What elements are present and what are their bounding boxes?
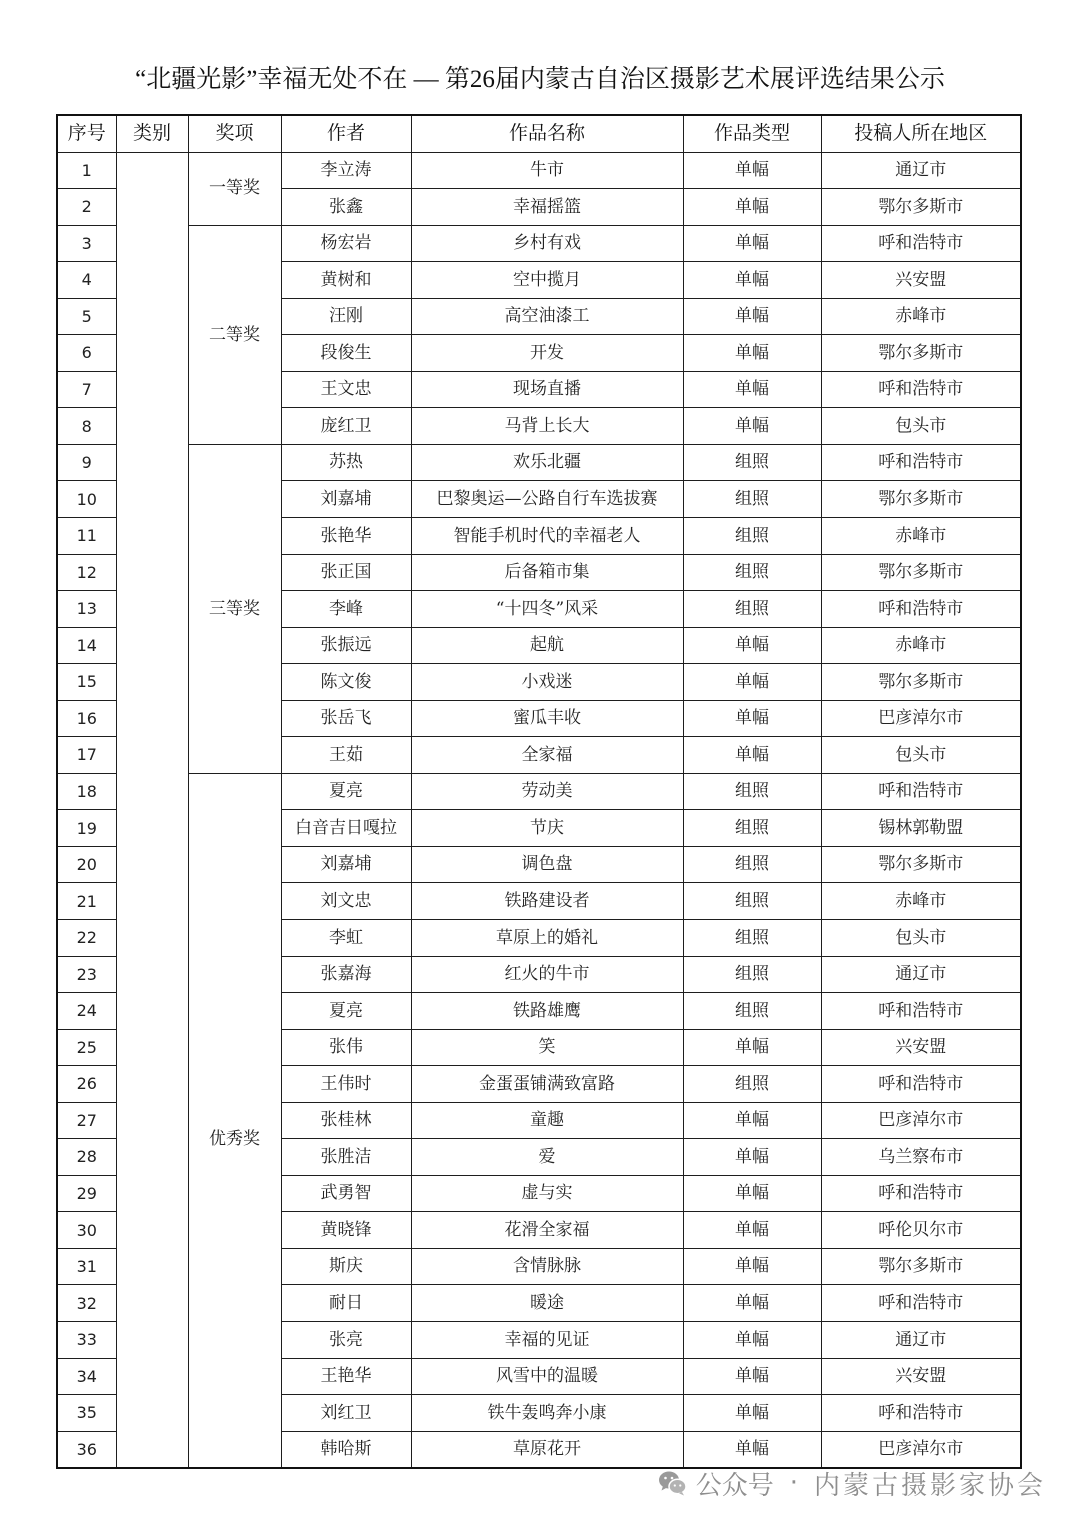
work-title-cell: 铁路雄鹰 [411, 993, 683, 1030]
work-title-cell: 全家福 [411, 737, 683, 774]
award-cell: 三等奖 [188, 444, 281, 773]
region-cell: 兴安盟 [821, 262, 1021, 299]
work-title-cell: 幸福摇篮 [411, 189, 683, 226]
author-cell: 黄晓锋 [281, 1212, 411, 1249]
table-row [57, 225, 1021, 262]
author-cell: 王艳华 [281, 1358, 411, 1395]
work-title-cell: 虚与实 [411, 1175, 683, 1212]
row-number-cell: 27 [57, 1102, 116, 1139]
row-number-cell: 24 [57, 993, 116, 1030]
work-type-cell: 单幅 [683, 298, 821, 335]
author-cell: 陈文俊 [281, 664, 411, 701]
work-title-cell: 牛市 [411, 152, 683, 189]
row-number-cell: 28 [57, 1139, 116, 1176]
row-number-cell: 11 [57, 517, 116, 554]
work-type-cell: 单幅 [683, 408, 821, 445]
row-number-cell: 2 [57, 189, 116, 226]
author-cell: 王伟时 [281, 1066, 411, 1103]
region-cell: 呼和浩特市 [821, 1285, 1021, 1322]
work-title-cell: 马背上长大 [411, 408, 683, 445]
region-cell: 鄂尔多斯市 [821, 1248, 1021, 1285]
author-cell: 张振远 [281, 627, 411, 664]
row-number-cell: 7 [57, 371, 116, 408]
work-type-cell: 单幅 [683, 371, 821, 408]
table-row [57, 444, 1021, 481]
header-award: 奖项 [188, 115, 281, 152]
header-number: 序号 [57, 115, 116, 152]
region-cell: 呼和浩特市 [821, 1395, 1021, 1432]
work-title-cell: 巴黎奥运—公路自行车选拔赛 [411, 481, 683, 518]
region-cell: 呼伦贝尔市 [821, 1212, 1021, 1249]
author-cell: 王茹 [281, 737, 411, 774]
work-type-cell: 单幅 [683, 1029, 821, 1066]
region-cell: 乌兰察布市 [821, 1139, 1021, 1176]
work-type-cell: 组照 [683, 810, 821, 847]
header-region: 投稿人所在地区 [821, 115, 1021, 152]
wechat-icon [658, 1469, 688, 1497]
work-title-cell: 节庆 [411, 810, 683, 847]
work-type-cell: 单幅 [683, 225, 821, 262]
region-cell: 鄂尔多斯市 [821, 554, 1021, 591]
row-number-cell: 21 [57, 883, 116, 920]
work-type-cell: 单幅 [683, 1322, 821, 1359]
work-title-cell: 后备箱市集 [411, 554, 683, 591]
region-cell: 巴彦淖尔市 [821, 1431, 1021, 1468]
row-number-cell: 4 [57, 262, 116, 299]
region-cell: 巴彦淖尔市 [821, 1102, 1021, 1139]
work-type-cell: 单幅 [683, 737, 821, 774]
work-type-cell: 单幅 [683, 189, 821, 226]
row-number-cell: 6 [57, 335, 116, 372]
author-cell: 张嘉海 [281, 956, 411, 993]
author-cell: 苏热 [281, 444, 411, 481]
award-cell: 一等奖 [188, 152, 281, 225]
row-number-cell: 26 [57, 1066, 116, 1103]
table-row [57, 152, 1021, 189]
row-number-cell: 9 [57, 444, 116, 481]
author-cell: 张岳飞 [281, 700, 411, 737]
author-cell: 耐日 [281, 1285, 411, 1322]
author-cell: 张桂林 [281, 1102, 411, 1139]
author-cell: 张正国 [281, 554, 411, 591]
author-cell: 张艳华 [281, 517, 411, 554]
author-cell: 汪刚 [281, 298, 411, 335]
work-type-cell: 单幅 [683, 1358, 821, 1395]
row-number-cell: 8 [57, 408, 116, 445]
work-type-cell: 单幅 [683, 1139, 821, 1176]
region-cell: 兴安盟 [821, 1029, 1021, 1066]
header-work-title: 作品名称 [411, 115, 683, 152]
author-cell: 黄树和 [281, 262, 411, 299]
author-cell: 韩哈斯 [281, 1431, 411, 1468]
work-title-cell: 暖途 [411, 1285, 683, 1322]
work-title-cell: 调色盘 [411, 846, 683, 883]
work-type-cell: 单幅 [683, 1431, 821, 1468]
region-cell: 鄂尔多斯市 [821, 189, 1021, 226]
region-cell: 赤峰市 [821, 517, 1021, 554]
work-title-cell: 小戏迷 [411, 664, 683, 701]
work-type-cell: 组照 [683, 773, 821, 810]
work-title-cell: 空中揽月 [411, 262, 683, 299]
work-title-cell: 童趣 [411, 1102, 683, 1139]
work-title-cell: 爱 [411, 1139, 683, 1176]
row-number-cell: 36 [57, 1431, 116, 1468]
author-cell: 刘嘉埔 [281, 846, 411, 883]
work-title-cell: 草原上的婚礼 [411, 919, 683, 956]
award-cell: 二等奖 [188, 225, 281, 444]
work-type-cell: 单幅 [683, 1248, 821, 1285]
author-cell: 白音吉日嘎拉 [281, 810, 411, 847]
row-number-cell: 20 [57, 846, 116, 883]
work-title-cell: 铁牛轰鸣奔小康 [411, 1395, 683, 1432]
author-cell: 刘嘉埔 [281, 481, 411, 518]
work-title-cell: 风雪中的温暖 [411, 1358, 683, 1395]
work-title-cell: 蜜瓜丰收 [411, 700, 683, 737]
row-number-cell: 1 [57, 152, 116, 189]
work-type-cell: 组照 [683, 993, 821, 1030]
row-number-cell: 35 [57, 1395, 116, 1432]
work-type-cell: 单幅 [683, 627, 821, 664]
row-number-cell: 25 [57, 1029, 116, 1066]
work-title-cell: 含情脉脉 [411, 1248, 683, 1285]
region-cell: 呼和浩特市 [821, 371, 1021, 408]
author-cell: 杨宏岩 [281, 225, 411, 262]
document-title: “北疆光影”幸福无处不在 — 第26届内蒙古自治区摄影艺术展评选结果公示 [135, 66, 945, 93]
work-title-cell: 开发 [411, 335, 683, 372]
work-type-cell: 单幅 [683, 664, 821, 701]
author-cell: 夏亮 [281, 993, 411, 1030]
work-title-cell: 高空油漆工 [411, 298, 683, 335]
author-cell: 李立涛 [281, 152, 411, 189]
work-type-cell: 单幅 [683, 1175, 821, 1212]
award-cell: 优秀奖 [188, 773, 281, 1467]
author-cell: 张伟 [281, 1029, 411, 1066]
region-cell: 呼和浩特市 [821, 591, 1021, 628]
work-title-cell: 金蛋蛋铺满致富路 [411, 1066, 683, 1103]
row-number-cell: 17 [57, 737, 116, 774]
work-type-cell: 组照 [683, 956, 821, 993]
work-type-cell: 组照 [683, 883, 821, 920]
row-number-cell: 18 [57, 773, 116, 810]
work-type-cell: 单幅 [683, 152, 821, 189]
author-cell: 庞红卫 [281, 408, 411, 445]
row-number-cell: 19 [57, 810, 116, 847]
watermark-account: 内蒙古摄影家协会 [813, 1470, 1046, 1501]
author-cell: 刘文忠 [281, 883, 411, 920]
author-cell: 段俊生 [281, 335, 411, 372]
author-cell: 斯庆 [281, 1248, 411, 1285]
work-type-cell: 单幅 [683, 1285, 821, 1322]
table-body [57, 152, 1021, 1468]
author-cell: 张鑫 [281, 189, 411, 226]
table-row [57, 773, 1021, 810]
region-cell: 鄂尔多斯市 [821, 846, 1021, 883]
work-type-cell: 组照 [683, 517, 821, 554]
work-title-cell: 铁路建设者 [411, 883, 683, 920]
work-type-cell: 单幅 [683, 1395, 821, 1432]
author-cell: 夏亮 [281, 773, 411, 810]
work-type-cell: 单幅 [683, 700, 821, 737]
work-title-cell: 草原花开 [411, 1431, 683, 1468]
row-number-cell: 5 [57, 298, 116, 335]
header-category: 类别 [116, 115, 188, 152]
region-cell: 兴安盟 [821, 1358, 1021, 1395]
region-cell: 鄂尔多斯市 [821, 335, 1021, 372]
work-type-cell: 单幅 [683, 1212, 821, 1249]
work-title-cell: 智能手机时代的幸福老人 [411, 517, 683, 554]
header-row [57, 115, 1021, 152]
work-title-cell: 笑 [411, 1029, 683, 1066]
region-cell: 包头市 [821, 408, 1021, 445]
row-number-cell: 29 [57, 1175, 116, 1212]
work-title-cell: 欢乐北疆 [411, 444, 683, 481]
work-title-cell: 幸福的见证 [411, 1322, 683, 1359]
row-number-cell: 13 [57, 591, 116, 628]
work-type-cell: 组照 [683, 481, 821, 518]
author-cell: 张胜洁 [281, 1139, 411, 1176]
row-number-cell: 34 [57, 1358, 116, 1395]
region-cell: 包头市 [821, 737, 1021, 774]
author-cell: 张亮 [281, 1322, 411, 1359]
work-title-cell: 红火的牛市 [411, 956, 683, 993]
region-cell: 通辽市 [821, 152, 1021, 189]
work-type-cell: 组照 [683, 444, 821, 481]
header-author: 作者 [281, 115, 411, 152]
author-cell: 李峰 [281, 591, 411, 628]
work-title-cell: 起航 [411, 627, 683, 664]
row-number-cell: 3 [57, 225, 116, 262]
region-cell: 通辽市 [821, 1322, 1021, 1359]
work-title-cell: 劳动美 [411, 773, 683, 810]
row-number-cell: 31 [57, 1248, 116, 1285]
row-number-cell: 10 [57, 481, 116, 518]
region-cell: 鄂尔多斯市 [821, 664, 1021, 701]
row-number-cell: 33 [57, 1322, 116, 1359]
watermark-label: 公众号 [695, 1470, 774, 1501]
region-cell: 呼和浩特市 [821, 993, 1021, 1030]
work-title-cell: 花滑全家福 [411, 1212, 683, 1249]
row-number-cell: 14 [57, 627, 116, 664]
row-number-cell: 12 [57, 554, 116, 591]
watermark-separator: · [789, 1468, 798, 1498]
work-type-cell: 单幅 [683, 262, 821, 299]
work-type-cell: 组照 [683, 919, 821, 956]
work-title-cell: 现场直播 [411, 371, 683, 408]
row-number-cell: 22 [57, 919, 116, 956]
results-table [56, 114, 1022, 1469]
work-type-cell: 组照 [683, 591, 821, 628]
work-type-cell: 单幅 [683, 1102, 821, 1139]
row-number-cell: 23 [57, 956, 116, 993]
region-cell: 呼和浩特市 [821, 444, 1021, 481]
region-cell: 赤峰市 [821, 298, 1021, 335]
work-type-cell: 组照 [683, 1066, 821, 1103]
work-type-cell: 组照 [683, 846, 821, 883]
header-work-type: 作品类型 [683, 115, 821, 152]
category-cell [116, 152, 188, 1468]
author-cell: 李虹 [281, 919, 411, 956]
row-number-cell: 32 [57, 1285, 116, 1322]
row-number-cell: 30 [57, 1212, 116, 1249]
author-cell: 武勇智 [281, 1175, 411, 1212]
author-cell: 王文忠 [281, 371, 411, 408]
region-cell: 包头市 [821, 919, 1021, 956]
watermark [658, 1465, 1046, 1501]
region-cell: 赤峰市 [821, 883, 1021, 920]
region-cell: 巴彦淖尔市 [821, 700, 1021, 737]
work-title-cell: 乡村有戏 [411, 225, 683, 262]
work-type-cell: 单幅 [683, 335, 821, 372]
region-cell: 呼和浩特市 [821, 1066, 1021, 1103]
row-number-cell: 15 [57, 664, 116, 701]
region-cell: 锡林郭勒盟 [821, 810, 1021, 847]
region-cell: 呼和浩特市 [821, 773, 1021, 810]
row-number-cell: 16 [57, 700, 116, 737]
region-cell: 呼和浩特市 [821, 225, 1021, 262]
author-cell: 刘红卫 [281, 1395, 411, 1432]
region-cell: 赤峰市 [821, 627, 1021, 664]
region-cell: 呼和浩特市 [821, 1175, 1021, 1212]
region-cell: 鄂尔多斯市 [821, 481, 1021, 518]
work-type-cell: 组照 [683, 554, 821, 591]
region-cell: 通辽市 [821, 956, 1021, 993]
work-title-cell: “十四冬”风采 [411, 591, 683, 628]
